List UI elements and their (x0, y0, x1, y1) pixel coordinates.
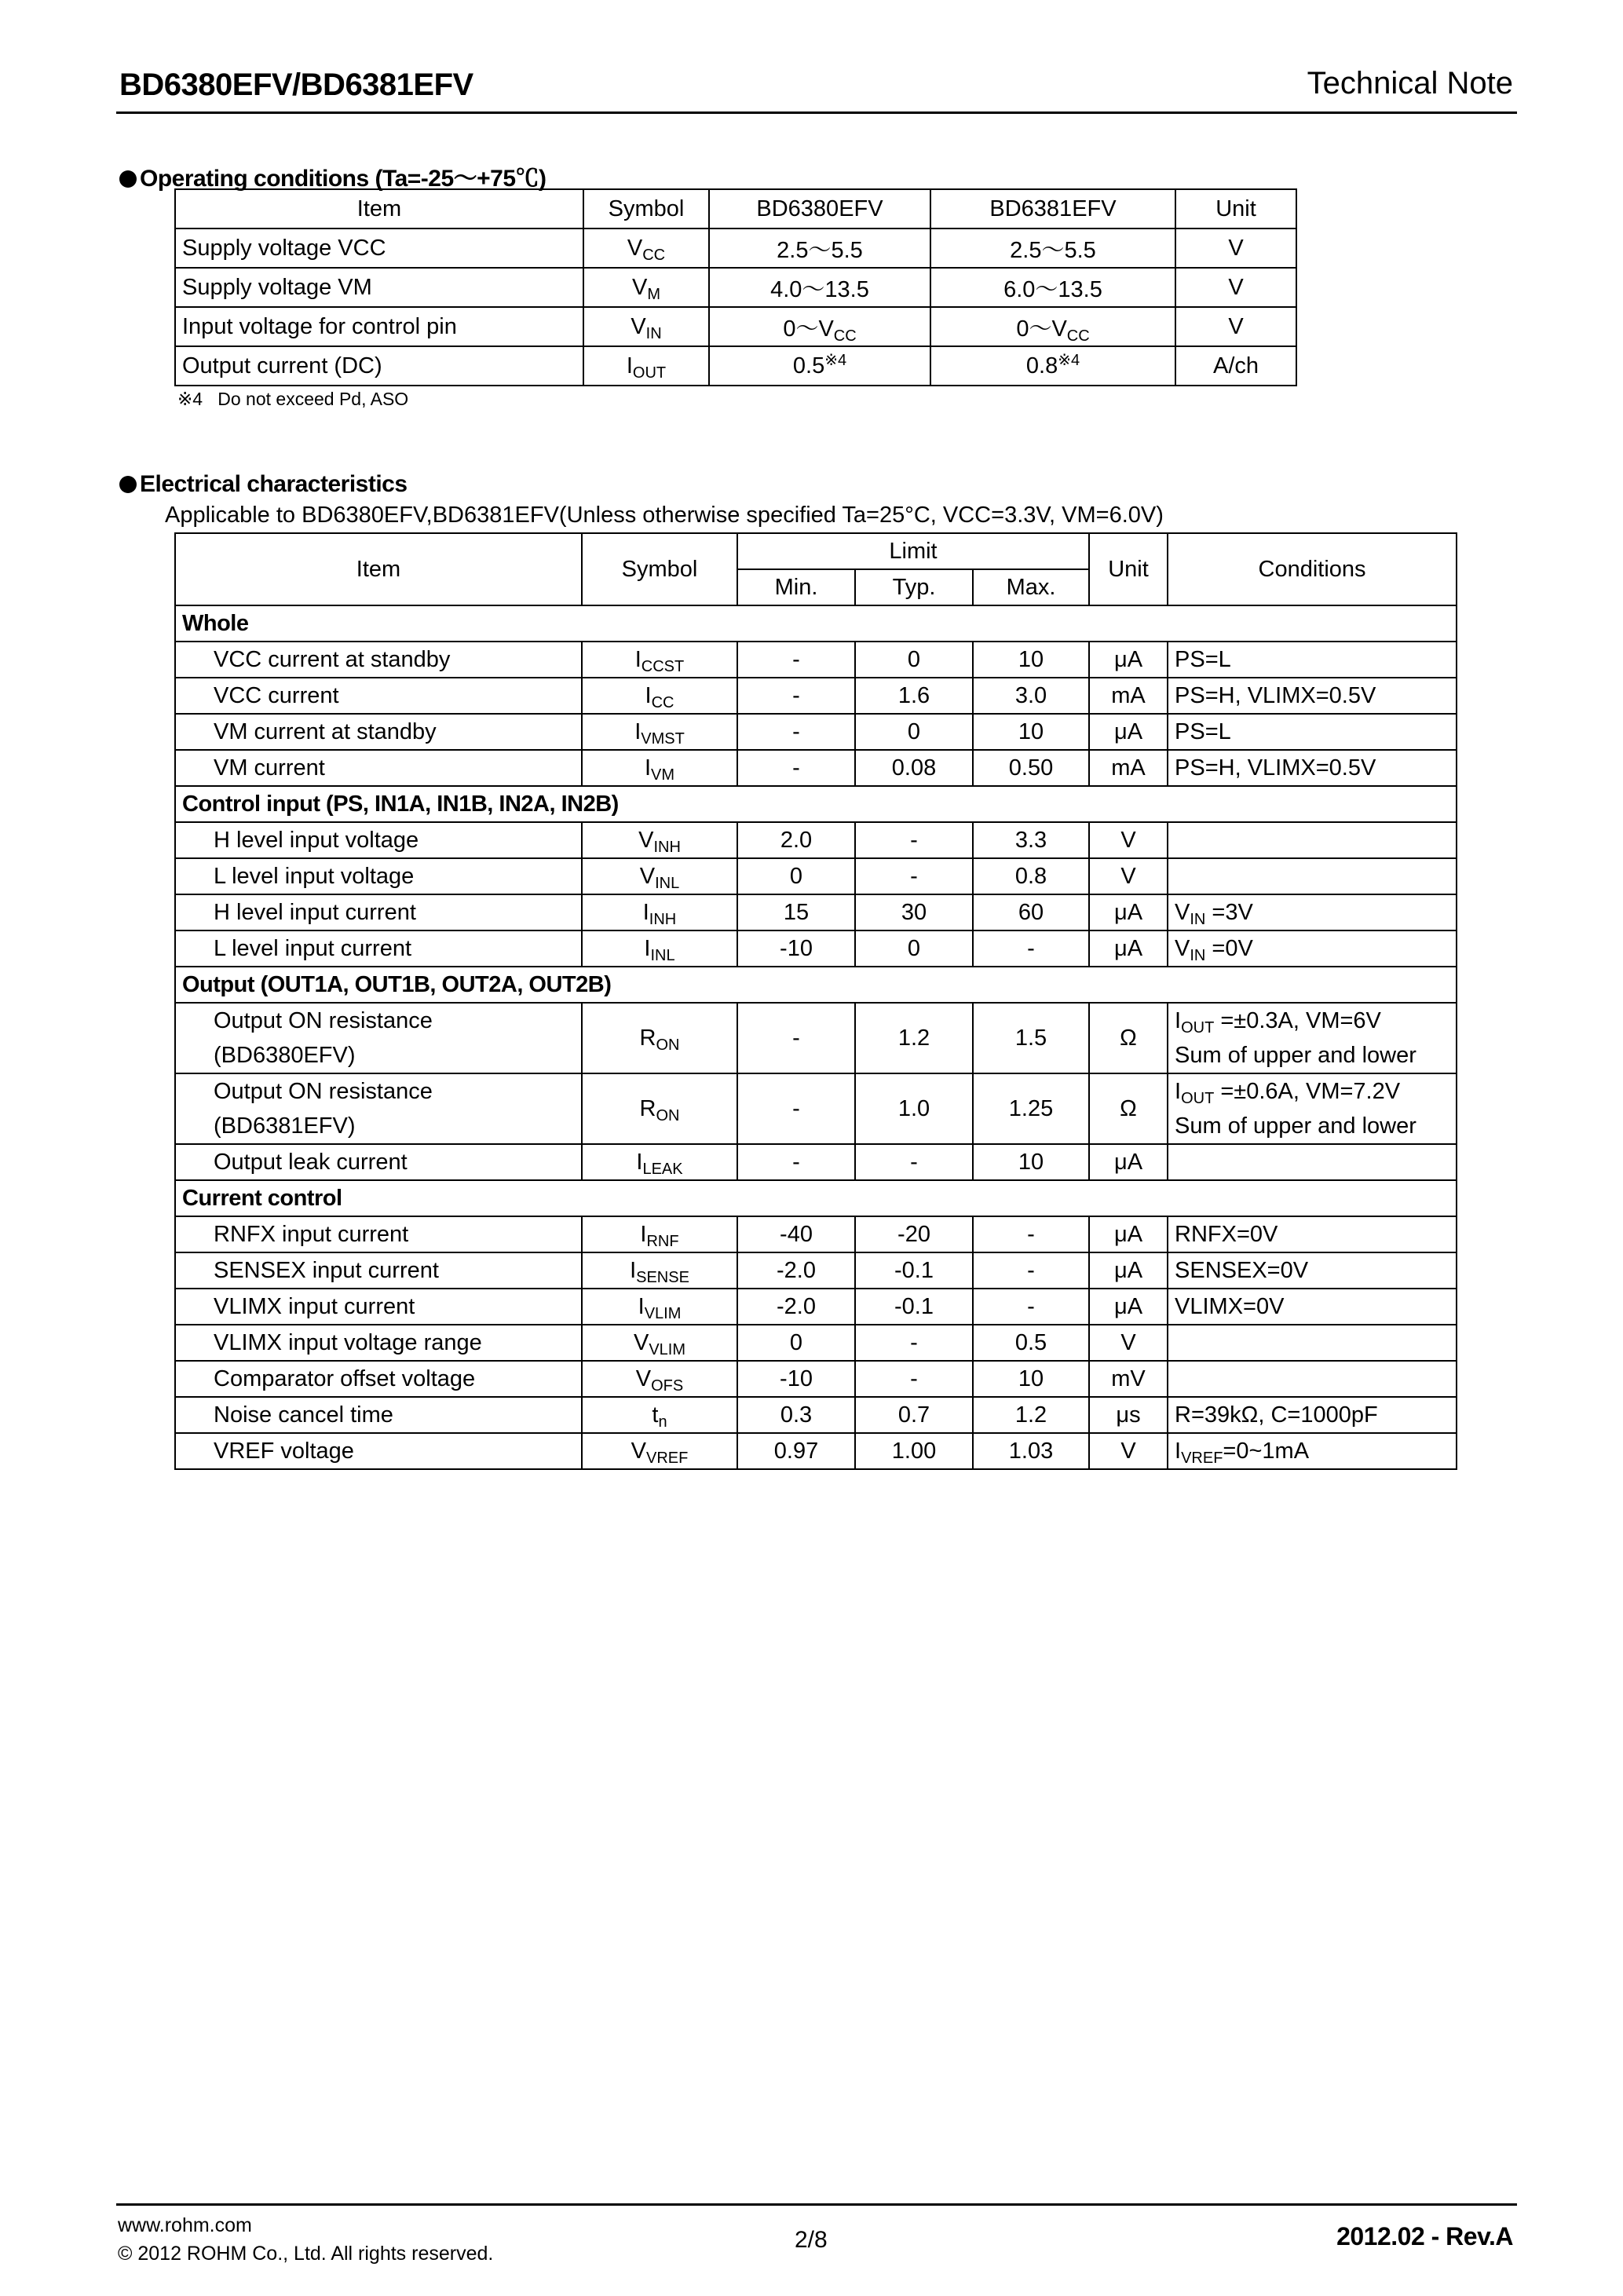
electrical-characteristics-title: Electrical characteristics (140, 471, 408, 497)
value-cell: 6.0～13.5 (930, 268, 1175, 307)
symbol-cell: $I_{VLIM}$ (582, 1289, 737, 1325)
unit-cell: mA (1089, 678, 1168, 714)
symbol-cell: $I_{INL}$ (582, 930, 737, 967)
conditions-cell: $I_{OUT} =\pm 0.6A$, VM=7.2V Sum of upper and lower (1168, 1073, 1457, 1144)
symbol-cell: $V_{VLIM}$ (582, 1325, 737, 1361)
symbol-cell: $V_{IN}$ (583, 307, 709, 346)
col-symbol: Symbol (583, 189, 709, 229)
table-row (175, 1073, 1457, 1144)
table-row (175, 1144, 1457, 1180)
conditions-cell: VLIMX=0V (1168, 1289, 1457, 1325)
applicable-note: Applicable to BD6380EFV,BD6381EFV(Unless otherwise specified Ta=25°C, VCC=3.3V, VM=6.0V) (165, 503, 1164, 528)
unit-cell: V (1175, 229, 1296, 268)
item-cell: RNFX input current (175, 1216, 582, 1252)
unit-cell: mV (1089, 1361, 1168, 1397)
value-cell: 2.5～5.5 (709, 229, 930, 268)
min-cell: 15 (737, 894, 855, 930)
max-cell: 1.5 (973, 1003, 1089, 1073)
symbol-cell: $I_{INH}$ (582, 894, 737, 930)
conditions-cell: PS=H, VLIMX=0.5V (1168, 750, 1457, 786)
min-cell: 2.0 (737, 822, 855, 858)
unit-cell: μA (1089, 714, 1168, 750)
table-row (175, 1361, 1457, 1397)
conditions-cell (1168, 1325, 1457, 1361)
conditions-cell (1168, 858, 1457, 894)
col-typ: Typ. (855, 569, 973, 605)
symbol-cell: $R_{ON}$ (582, 1073, 737, 1144)
max-cell: 1.03 (973, 1433, 1089, 1469)
min-cell: - (737, 1073, 855, 1144)
group-label: Current control (175, 1180, 1457, 1216)
table-row (175, 1216, 1457, 1252)
symbol-cell: $V_{CC}$ (583, 229, 709, 268)
typ-cell: 30 (855, 894, 973, 930)
value-cell: 2.5～5.5 (930, 229, 1175, 268)
table-row (175, 894, 1457, 930)
unit-cell: μs (1089, 1397, 1168, 1433)
page-number: 2/8 (795, 2227, 828, 2253)
item-cell: Output current (DC) (175, 346, 583, 386)
item-cell: Noise cancel time (175, 1397, 582, 1433)
table-row (175, 858, 1457, 894)
typ-cell: 1.00 (855, 1433, 973, 1469)
max-cell: 10 (973, 1361, 1089, 1397)
typ-cell: 0 (855, 930, 973, 967)
footnote-text: Do not exceed Pd, ASO (217, 389, 409, 409)
unit-cell: V (1089, 858, 1168, 894)
max-cell: - (973, 1289, 1089, 1325)
item-cell: VLIMX input voltage range (175, 1325, 582, 1361)
conditions-cell (1168, 822, 1457, 858)
typ-cell: 1.6 (855, 678, 973, 714)
group-row (175, 967, 1457, 1003)
table-row (175, 714, 1457, 750)
group-row (175, 1180, 1457, 1216)
min-cell: - (737, 642, 855, 678)
item-cell: VM current (175, 750, 582, 786)
unit-cell: V (1175, 307, 1296, 346)
max-cell: - (973, 1216, 1089, 1252)
symbol-cell: $V_{OFS}$ (582, 1361, 737, 1397)
conditions-cell: SENSEX=0V (1168, 1252, 1457, 1289)
electrical-characteristics-heading (119, 471, 408, 498)
document-type: Technical Note (1307, 66, 1513, 101)
max-cell: 10 (973, 714, 1089, 750)
max-cell: 10 (973, 1144, 1089, 1180)
typ-cell: - (855, 1361, 973, 1397)
col-symbol: Symbol (582, 533, 737, 605)
max-cell: 1.25 (973, 1073, 1089, 1144)
item-cell: Output leak current (175, 1144, 582, 1180)
table-row (175, 750, 1457, 786)
conditions-cell: $I_{VREF}=0\sim 1mA$ (1168, 1433, 1457, 1469)
table-row (175, 229, 1296, 268)
bullet-icon (119, 170, 137, 188)
conditions-cell (1168, 1144, 1457, 1180)
typ-cell: 0.7 (855, 1397, 973, 1433)
footer-copyright: © 2012 ROHM Co., Ltd. All rights reserved. (118, 2243, 494, 2265)
col-max: Max. (973, 569, 1089, 605)
min-cell: -10 (737, 930, 855, 967)
typ-cell: - (855, 822, 973, 858)
col-limit: Limit (737, 533, 1089, 569)
symbol-cell: $I_{CCST}$ (582, 642, 737, 678)
operating-conditions-table (174, 188, 1297, 386)
min-cell: 0.97 (737, 1433, 855, 1469)
electrical-characteristics-table (174, 532, 1457, 1470)
max-cell: 0.8 (973, 858, 1089, 894)
unit-cell: V (1089, 822, 1168, 858)
table-row (175, 642, 1457, 678)
table-row (175, 1397, 1457, 1433)
symbol-cell: $I_{RNF}$ (582, 1216, 737, 1252)
item-cell: Supply voltage VCC (175, 229, 583, 268)
value-cell: 0.8$^{※4}$ (930, 346, 1175, 386)
footnote (177, 389, 408, 410)
typ-cell: -0.1 (855, 1252, 973, 1289)
unit-cell: V (1089, 1325, 1168, 1361)
col-item: Item (175, 189, 583, 229)
conditions-cell: $V_{IN} =0V$ (1168, 930, 1457, 967)
col-bd6381: BD6381EFV (930, 189, 1175, 229)
min-cell: - (737, 1144, 855, 1180)
value-cell: 0.5$^{※4}$ (709, 346, 930, 386)
typ-cell: 0 (855, 714, 973, 750)
unit-cell: mA (1089, 750, 1168, 786)
symbol-cell: $t_n$ (582, 1397, 737, 1433)
conditions-cell: PS=L (1168, 642, 1457, 678)
group-row (175, 786, 1457, 822)
typ-cell: 1.0 (855, 1073, 973, 1144)
col-conditions: Conditions (1168, 533, 1457, 605)
symbol-cell: $I_{VMST}$ (582, 714, 737, 750)
table-row (175, 307, 1296, 346)
unit-cell: V (1089, 1433, 1168, 1469)
group-label: Whole (175, 605, 1457, 642)
col-min: Min. (737, 569, 855, 605)
footer-url: www.rohm.com (118, 2214, 252, 2236)
unit-cell: μA (1089, 1144, 1168, 1180)
item-cell: Input voltage for control pin (175, 307, 583, 346)
symbol-cell: $I_{CC}$ (582, 678, 737, 714)
unit-cell: μA (1089, 1216, 1168, 1252)
operating-conditions-title: Operating conditions (Ta=-25～+75℃) (140, 166, 546, 192)
item-cell: VREF voltage (175, 1433, 582, 1469)
symbol-cell: $R_{ON}$ (582, 1003, 737, 1073)
typ-cell: - (855, 1144, 973, 1180)
table-row (175, 930, 1457, 967)
min-cell: -2.0 (737, 1252, 855, 1289)
unit-cell: Ω (1089, 1003, 1168, 1073)
value-cell: $0\sim V_{CC}$ (709, 307, 930, 346)
typ-cell: -0.1 (855, 1289, 973, 1325)
max-cell: 3.0 (973, 678, 1089, 714)
unit-cell: V (1175, 268, 1296, 307)
item-cell: L level input voltage (175, 858, 582, 894)
symbol-cell: $I_{OUT}$ (583, 346, 709, 386)
item-cell: Output ON resistance (BD6380EFV) (175, 1003, 582, 1073)
conditions-cell: PS=L (1168, 714, 1457, 750)
unit-cell: A/ch (1175, 346, 1296, 386)
max-cell: - (973, 930, 1089, 967)
unit-cell: μA (1089, 642, 1168, 678)
conditions-cell: R=39kΩ, C=1000pF (1168, 1397, 1457, 1433)
group-row (175, 605, 1457, 642)
symbol-cell: $V_{INH}$ (582, 822, 737, 858)
table-row (175, 1252, 1457, 1289)
min-cell: -40 (737, 1216, 855, 1252)
col-unit: Unit (1089, 533, 1168, 605)
min-cell: 0 (737, 858, 855, 894)
table-row (175, 678, 1457, 714)
unit-cell: μA (1089, 1252, 1168, 1289)
conditions-cell: $V_{IN} =3V$ (1168, 894, 1457, 930)
table-row (175, 822, 1457, 858)
item-cell: VCC current (175, 678, 582, 714)
min-cell: - (737, 750, 855, 786)
table-row (175, 1325, 1457, 1361)
typ-cell: - (855, 1325, 973, 1361)
item-cell: VCC current at standby (175, 642, 582, 678)
revision: 2012.02 - Rev.A (1336, 2222, 1513, 2250)
min-cell: - (737, 678, 855, 714)
col-unit: Unit (1175, 189, 1296, 229)
min-cell: - (737, 1003, 855, 1073)
symbol-cell: $I_{LEAK}$ (582, 1144, 737, 1180)
min-cell: - (737, 714, 855, 750)
item-cell: Output ON resistance (BD6381EFV) (175, 1073, 582, 1144)
value-cell: 4.0～13.5 (709, 268, 930, 307)
min-cell: -2.0 (737, 1289, 855, 1325)
value-cell: $0\sim V_{CC}$ (930, 307, 1175, 346)
table-row (175, 1433, 1457, 1469)
item-cell: VM current at standby (175, 714, 582, 750)
table-row (175, 1289, 1457, 1325)
item-cell: L level input current (175, 930, 582, 967)
table-row (175, 1003, 1457, 1073)
unit-cell: Ω (1089, 1073, 1168, 1144)
typ-cell: 0.08 (855, 750, 973, 786)
document-part-numbers: BD6380EFV/BD6381EFV (119, 68, 473, 102)
max-cell: 3.3 (973, 822, 1089, 858)
conditions-cell: PS=H, VLIMX=0.5V (1168, 678, 1457, 714)
item-cell: H level input voltage (175, 822, 582, 858)
symbol-cell: $V_M$ (583, 268, 709, 307)
group-label: Output (OUT1A, OUT1B, OUT2A, OUT2B) (175, 967, 1457, 1003)
max-cell: 0.50 (973, 750, 1089, 786)
typ-cell: 0 (855, 642, 973, 678)
item-cell: Supply voltage VM (175, 268, 583, 307)
min-cell: -10 (737, 1361, 855, 1397)
footer-rule (116, 2203, 1517, 2206)
table-header-row (175, 533, 1457, 569)
table-row (175, 268, 1296, 307)
group-label: Control input (PS, IN1A, IN1B, IN2A, IN2B) (175, 786, 1457, 822)
table-row (175, 346, 1296, 386)
symbol-cell: $I_{VM}$ (582, 750, 737, 786)
unit-cell: μA (1089, 894, 1168, 930)
min-cell: 0 (737, 1325, 855, 1361)
max-cell: 1.2 (973, 1397, 1089, 1433)
col-item: Item (175, 533, 582, 605)
item-cell: SENSEX input current (175, 1252, 582, 1289)
typ-cell: -20 (855, 1216, 973, 1252)
unit-cell: μA (1089, 1289, 1168, 1325)
symbol-cell: $V_{VREF}$ (582, 1433, 737, 1469)
footnote-mark: ※4 (177, 389, 203, 409)
symbol-cell: $I_{SENSE}$ (582, 1252, 737, 1289)
table-header-row (175, 189, 1296, 229)
conditions-cell (1168, 1361, 1457, 1397)
max-cell: 0.5 (973, 1325, 1089, 1361)
typ-cell: - (855, 858, 973, 894)
conditions-cell: $I_{OUT} =\pm 0.3A$, VM=6V Sum of upper and lower (1168, 1003, 1457, 1073)
bullet-icon (119, 476, 137, 493)
typ-cell: 1.2 (855, 1003, 973, 1073)
col-bd6380: BD6380EFV (709, 189, 930, 229)
max-cell: 10 (973, 642, 1089, 678)
min-cell: 0.3 (737, 1397, 855, 1433)
header-rule (116, 112, 1517, 114)
footer-left (118, 2211, 493, 2268)
symbol-cell: $V_{INL}$ (582, 858, 737, 894)
item-cell: VLIMX input current (175, 1289, 582, 1325)
max-cell: 60 (973, 894, 1089, 930)
unit-cell: μA (1089, 930, 1168, 967)
conditions-cell: RNFX=0V (1168, 1216, 1457, 1252)
item-cell: Comparator offset voltage (175, 1361, 582, 1397)
item-cell: H level input current (175, 894, 582, 930)
max-cell: - (973, 1252, 1089, 1289)
